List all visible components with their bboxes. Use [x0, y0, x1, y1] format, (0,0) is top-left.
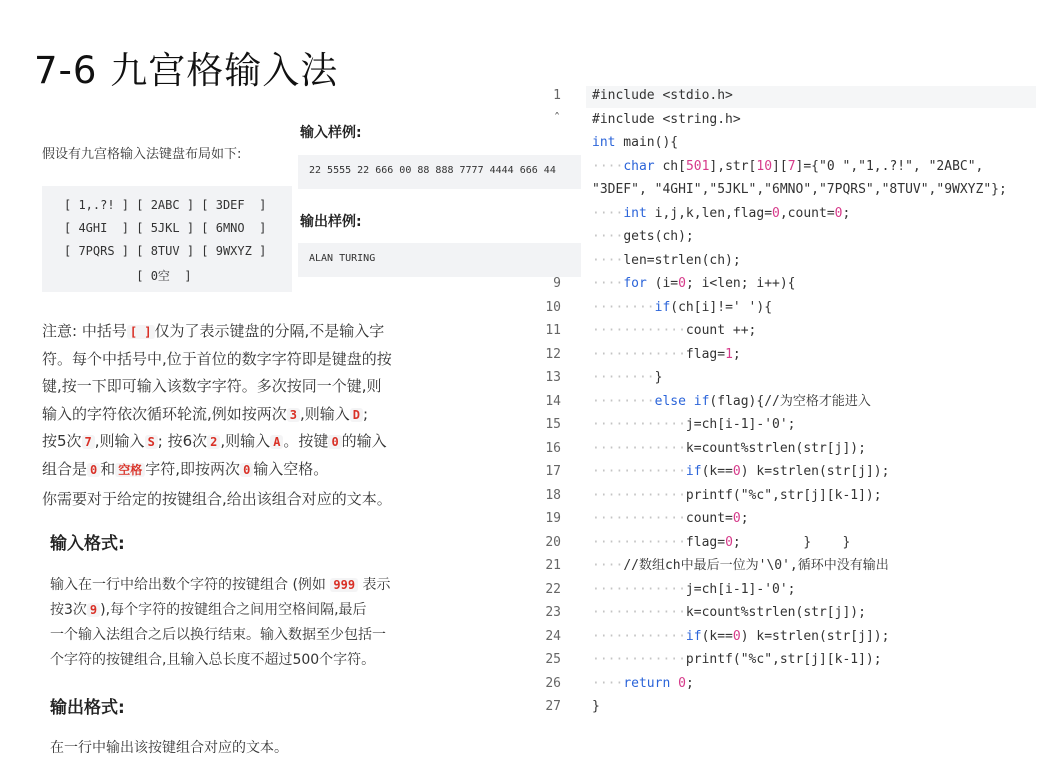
line-number: 9	[553, 276, 561, 291]
note-text: 。按键	[283, 432, 329, 450]
line-number: 20	[545, 534, 561, 550]
inline-code: D	[350, 408, 363, 422]
sample-input-box	[298, 155, 581, 189]
note-text: 组合是	[42, 459, 88, 478]
code-line: ····return 0;	[592, 675, 694, 691]
inline-code: S	[145, 435, 158, 449]
sample-input-text: 22 5555 22 666 00 88 888 7777 4444 666 44	[309, 165, 556, 176]
inline-code: 0	[240, 463, 253, 477]
code-line: ············j=ch[i-1]-'0';	[592, 581, 796, 597]
line-number: 16	[545, 440, 561, 456]
code-line: ····for (i=0; i<len; i++){	[592, 276, 796, 291]
code-line: ····char ch[501],str[10][7]={"0 ","1,.?!", "2ABC",	[592, 158, 984, 174]
code-line: #include <string.h>	[592, 111, 741, 127]
note-paragraph	[42, 318, 472, 483]
inline-code: 9	[87, 603, 100, 617]
inline-code: 空格	[115, 463, 145, 477]
note-line	[42, 401, 472, 429]
input-desc-text: ),每个字符的按键组合之间用空格间隔,最后	[100, 602, 367, 618]
note-line	[42, 456, 472, 484]
line-number: 22	[545, 581, 561, 597]
line-number: 1	[553, 88, 561, 103]
line-number: 24	[545, 628, 561, 644]
line-number: 17	[545, 464, 561, 479]
input-desc-line	[50, 598, 470, 623]
input-format-heading: 输入格式:	[50, 534, 125, 554]
code-line: ············flag=1;	[592, 346, 741, 362]
code-line: int main(){	[592, 135, 679, 150]
code-line: ············if(k==0) k=strlen(str[j]);	[592, 464, 890, 479]
note-text: ;	[363, 404, 369, 423]
sample-output-text: ALAN TURING	[309, 253, 376, 264]
note-text: ,则输入	[300, 404, 350, 423]
code-line: ············flag=0; } }	[592, 534, 851, 550]
note-text: 注意: 中括号	[42, 322, 127, 340]
line-number: 21	[545, 558, 561, 573]
code-line: ············printf("%c",str[j][k-1]);	[592, 652, 882, 667]
slide-title: 7-6 九宫格输入法	[34, 49, 339, 92]
line-number: 23	[545, 605, 561, 620]
keyboard-row: [ 0空 ]	[64, 269, 192, 283]
input-desc-text: 表示	[358, 577, 391, 593]
note-text: ,则输入	[220, 432, 271, 450]
code-line: ············count=0;	[592, 511, 749, 526]
note-text: ,则输入	[94, 432, 145, 450]
code-line: "3DEF", "4GHI","5JKL","6MNO","7PQRS","8TUV","9WXYZ"};	[592, 182, 1007, 197]
keyboard-row: [ 1,.?! ] [ 2ABC ] [ 3DEF ]	[64, 198, 267, 212]
note-line: 符。每个中括号中,位于首位的数字字符即是键盘的按	[42, 349, 392, 368]
task-sentence: 你需要对于给定的按键组合,给出该组合对应的文本。	[42, 490, 392, 508]
code-line: ············count ++;	[592, 323, 757, 338]
note-text: ; 按6次	[157, 432, 208, 450]
code-line: ············j=ch[i-1]-'0';	[592, 417, 796, 432]
note-text: 仅为了表示键盘的分隔,不是输入字	[154, 322, 385, 340]
input-desc-text: 按3次	[50, 602, 87, 618]
sample-input-label: 输入样例:	[300, 125, 362, 141]
inline-code: 999	[330, 578, 358, 592]
sample-output-label: 输出样例:	[300, 214, 362, 230]
keyboard-layout-box	[42, 186, 292, 292]
inline-code: 7	[82, 435, 95, 449]
inline-code: 3	[287, 408, 300, 422]
input-desc-line: 个字符的按键组合,且输入总长度不超过500个字符。	[50, 652, 376, 668]
input-desc-line: 一个输入法组合之后以换行结束。输入数据至少包括一	[50, 627, 386, 643]
note-line	[42, 318, 472, 346]
line-number: 25	[545, 652, 561, 667]
line-number: 10	[545, 299, 561, 315]
line-number: 27	[545, 699, 561, 714]
input-format-description	[50, 573, 470, 673]
fold-icon[interactable]: ˆ	[553, 111, 561, 127]
note-text: 输入空格。	[253, 459, 329, 478]
line-number: 15	[545, 417, 561, 432]
input-desc-line	[50, 573, 470, 598]
code-line: ········else if(flag){//为空格才能进入	[592, 393, 871, 409]
code-line: ············k=count%strlen(str[j]);	[592, 440, 866, 456]
line-number: 13	[545, 370, 561, 385]
code-line: ············if(k==0) k=strlen(str[j]);	[592, 628, 890, 644]
inline-code: A	[270, 435, 283, 449]
note-text: 按5次	[42, 432, 82, 450]
note-line: 键,按一下即可输入该数字字符。多次按同一个键,则	[42, 377, 382, 395]
code-line: ············printf("%c",str[j][k-1]);	[592, 487, 882, 503]
inline-code: [ ]	[127, 325, 155, 339]
note-text: 和	[100, 459, 116, 478]
code-line: ····//数组ch中最后一位为'\0',循环中没有输出	[592, 558, 889, 573]
line-number: 19	[545, 511, 561, 526]
line-number: 12	[545, 346, 561, 362]
note-text: 字符,即按两次	[145, 459, 241, 478]
line-number: 18	[545, 487, 561, 503]
note-line	[42, 428, 472, 456]
code-line: ····int i,j,k,len,flag=0,count=0;	[592, 205, 851, 221]
code-line: }	[592, 699, 600, 714]
line-number: 14	[545, 393, 561, 409]
code-line: ············k=count%strlen(str[j]);	[592, 605, 866, 620]
code-line: ····len=strlen(ch);	[592, 252, 741, 268]
problem-intro: 假设有九宫格输入法键盘布局如下:	[42, 147, 242, 162]
code-line: #include <stdio.h>	[592, 88, 733, 103]
inline-code: 2	[207, 435, 220, 449]
line-number: 11	[545, 323, 561, 338]
keyboard-row: [ 7PQRS ] [ 8TUV ] [ 9WXYZ ]	[64, 244, 267, 258]
inline-code: 0	[87, 463, 100, 477]
inline-code: 0	[328, 435, 341, 449]
keyboard-row: [ 4GHI ] [ 5JKL ] [ 6MNO ]	[64, 221, 267, 235]
input-desc-text: 输入在一行中给出数个字符的按键组合 (例如	[50, 577, 331, 593]
output-format-description: 在一行中输出该按键组合对应的文本。	[50, 740, 288, 756]
note-text: 的输入	[341, 432, 387, 450]
code-line: ····gets(ch);	[592, 229, 694, 244]
code-line: ········if(ch[i]!=' '){	[592, 299, 773, 315]
note-text: 输入的字符依次循环轮流,例如按两次	[42, 404, 287, 423]
code-line: ········}	[592, 370, 663, 385]
line-number: 26	[545, 675, 561, 691]
output-format-heading: 输出格式:	[50, 698, 125, 718]
